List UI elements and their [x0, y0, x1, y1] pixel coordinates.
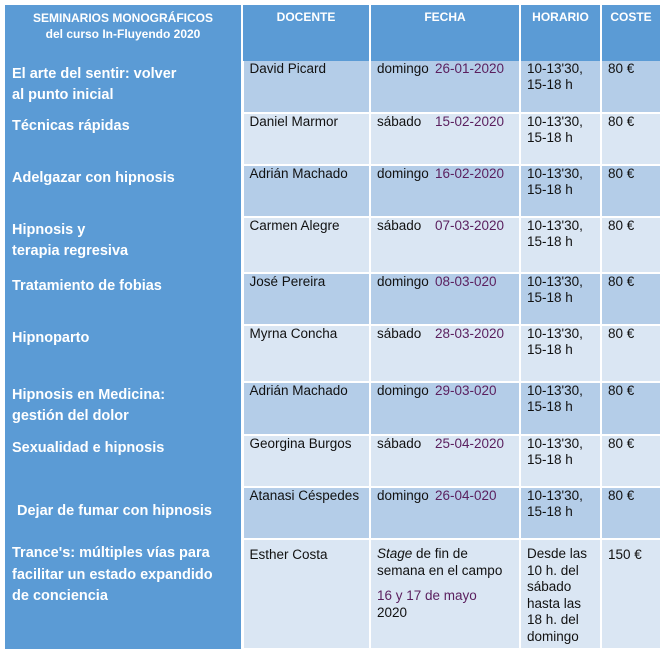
fecha-date: 25-04-2020: [435, 436, 505, 451]
fecha-cell: [370, 61, 520, 113]
horario-line: 10 h. del: [527, 562, 579, 578]
seminar-title: [5, 382, 242, 435]
fecha-day: domingo: [377, 383, 429, 398]
header-seminarios-line2: del curso In-Fluyendo 2020: [45, 27, 201, 41]
coste-cell: 80 €: [601, 325, 660, 382]
horario-line1: 10-13'30,: [527, 488, 583, 503]
table-row: [5, 61, 660, 113]
seminar-title-line1: Trance's: múltiples vías para: [12, 545, 210, 561]
horario-line2: 15-18 h: [527, 399, 573, 414]
coste-cell: 80 €: [601, 165, 660, 217]
docente-cell: Daniel Marmor: [242, 113, 370, 165]
docente-cell: Myrna Concha: [242, 325, 370, 382]
coste-cell: 80 €: [601, 435, 660, 487]
table-row: [5, 487, 660, 539]
fecha-day: domingo: [377, 61, 429, 76]
horario-line1: 10-13'30,: [527, 383, 583, 398]
docente-cell: David Picard: [242, 61, 370, 113]
horario-line2: 15-18 h: [527, 290, 573, 305]
seminar-title-line1: Técnicas rápidas: [12, 118, 130, 134]
horario-line1: 10-13'30,: [527, 166, 583, 181]
seminar-title-line2: al punto inicial: [12, 87, 114, 103]
stage-word: Stage: [377, 546, 413, 561]
horario-cell: [520, 325, 601, 382]
coste-cell: 80 €: [601, 113, 660, 165]
fecha-date: 29-03-020: [435, 383, 497, 398]
seminar-title-line2: facilitar un estado expandido: [12, 566, 213, 583]
seminar-title: [5, 435, 242, 487]
table-row: [5, 113, 660, 165]
stage-rest: de fin de semana en el campo: [377, 546, 503, 578]
header-coste: COSTE: [601, 5, 660, 61]
horario-cell: [520, 217, 601, 273]
horario-cell: [520, 382, 601, 435]
horario-cell: [520, 113, 601, 165]
horario-line: Desde las: [527, 546, 588, 561]
horario-line2: 15-18 h: [527, 342, 573, 357]
seminar-title-line1: Hipnosis y: [12, 222, 86, 238]
horario-line2: 15-18 h: [527, 77, 573, 92]
fecha-cell: [370, 165, 520, 217]
fecha-day: sábado: [377, 436, 422, 451]
fecha-date: 28-03-2020: [435, 326, 505, 341]
fecha-cell: [370, 487, 520, 539]
table-row: [5, 165, 660, 217]
coste-cell: 80 €: [601, 487, 660, 539]
header-seminarios: [5, 5, 242, 61]
fecha-date: 15-02-2020: [435, 114, 505, 129]
seminar-title: [5, 325, 242, 382]
stage-year: 2020: [377, 605, 408, 620]
horario-line: 18 h. del: [527, 612, 579, 627]
fecha-day: domingo: [377, 166, 429, 181]
horario-line2: 15-18 h: [527, 182, 573, 197]
docente-cell: Georgina Burgos: [242, 435, 370, 487]
header-seminarios-line1: SEMINARIOS MONOGRÁFICOS: [32, 11, 213, 25]
horario-cell: [520, 539, 601, 649]
seminar-title: [5, 61, 242, 113]
horario-line1: 10-13'30,: [527, 61, 583, 76]
horario-line2: 15-18 h: [527, 130, 573, 145]
horario-line1: 10-13'30,: [527, 326, 583, 341]
fecha-cell: [370, 325, 520, 382]
fecha-cell: [370, 539, 520, 649]
table-row: [5, 273, 660, 325]
seminar-title-line1: Hipnosis en Medicina:: [12, 387, 166, 403]
horario-line: domingo: [527, 628, 579, 644]
fecha-date: 07-03-2020: [435, 218, 505, 233]
fecha-cell: [370, 273, 520, 325]
seminar-title-line2: terapia regresiva: [12, 243, 129, 259]
fecha-day: sábado: [377, 326, 422, 341]
coste-cell: 150 €: [601, 539, 660, 649]
seminar-title: [5, 487, 242, 539]
table-row: [5, 217, 660, 273]
horario-cell: [520, 61, 601, 113]
header-row: [5, 5, 660, 61]
fecha-cell: [370, 113, 520, 165]
horario-line1: 10-13'30,: [527, 274, 583, 289]
fecha-date: 08-03-020: [435, 274, 497, 289]
table-row: [5, 539, 660, 649]
coste-cell: 80 €: [601, 382, 660, 435]
seminar-title: [5, 273, 242, 325]
fecha-day: domingo: [377, 488, 429, 503]
horario-line1: 10-13'30,: [527, 218, 583, 233]
header-docente: DOCENTE: [242, 5, 370, 61]
horario-line: sábado: [527, 579, 572, 594]
horario-line2: 15-18 h: [527, 234, 573, 249]
horario-line: hasta las: [527, 595, 582, 611]
fecha-day: sábado: [377, 218, 422, 233]
seminar-title-line1: Hipnoparto: [12, 330, 90, 346]
seminar-title: [5, 165, 242, 217]
horario-line2: 15-18 h: [527, 504, 573, 519]
header-horario: HORARIO: [520, 5, 601, 61]
table-row: [5, 382, 660, 435]
fecha-cell: [370, 382, 520, 435]
seminar-title-line3: de conciencia: [12, 588, 108, 604]
seminar-title-line1: Sexualidad e hipnosis: [12, 440, 165, 456]
seminar-title: [5, 539, 242, 649]
table-row: [5, 325, 660, 382]
horario-line2: 15-18 h: [527, 452, 573, 467]
docente-cell: Carmen Alegre: [242, 217, 370, 273]
docente-cell: Adrián Machado: [242, 165, 370, 217]
seminar-title-line1: El arte del sentir: volver: [12, 66, 177, 82]
seminar-title-line2: gestión del dolor: [12, 408, 129, 424]
seminar-title-line1: Tratamiento de fobias: [12, 278, 162, 294]
fecha-date: 26-04-020: [435, 488, 497, 503]
horario-cell: [520, 487, 601, 539]
coste-cell: 80 €: [601, 273, 660, 325]
seminar-title-line1: Adelgazar con hipnosis: [12, 170, 175, 186]
docente-cell: Esther Costa: [242, 539, 370, 649]
docente-cell: Atanasi Céspedes: [242, 487, 370, 539]
seminar-title: [5, 217, 242, 273]
coste-cell: 80 €: [601, 61, 660, 113]
horario-line1: 10-13'30,: [527, 436, 583, 451]
fecha-day: domingo: [377, 274, 429, 289]
seminar-title-line1: Dejar de fumar con hipnosis: [17, 503, 212, 519]
horario-line1: 10-13'30,: [527, 114, 583, 129]
header-fecha: FECHA: [370, 5, 520, 61]
coste-cell: 80 €: [601, 217, 660, 273]
table-row: [5, 435, 660, 487]
fecha-day: sábado: [377, 114, 422, 129]
seminar-title: [5, 113, 242, 165]
fecha-date: 16-02-2020: [435, 166, 505, 181]
horario-cell: [520, 435, 601, 487]
stage-date: 16 y 17 de mayo: [377, 588, 477, 603]
docente-cell: José Pereira: [242, 273, 370, 325]
fecha-cell: [370, 435, 520, 487]
horario-cell: [520, 273, 601, 325]
seminars-table: [5, 5, 660, 650]
horario-cell: [520, 165, 601, 217]
fecha-cell: [370, 217, 520, 273]
fecha-date: 26-01-2020: [435, 61, 505, 76]
docente-cell: Adrián Machado: [242, 382, 370, 435]
